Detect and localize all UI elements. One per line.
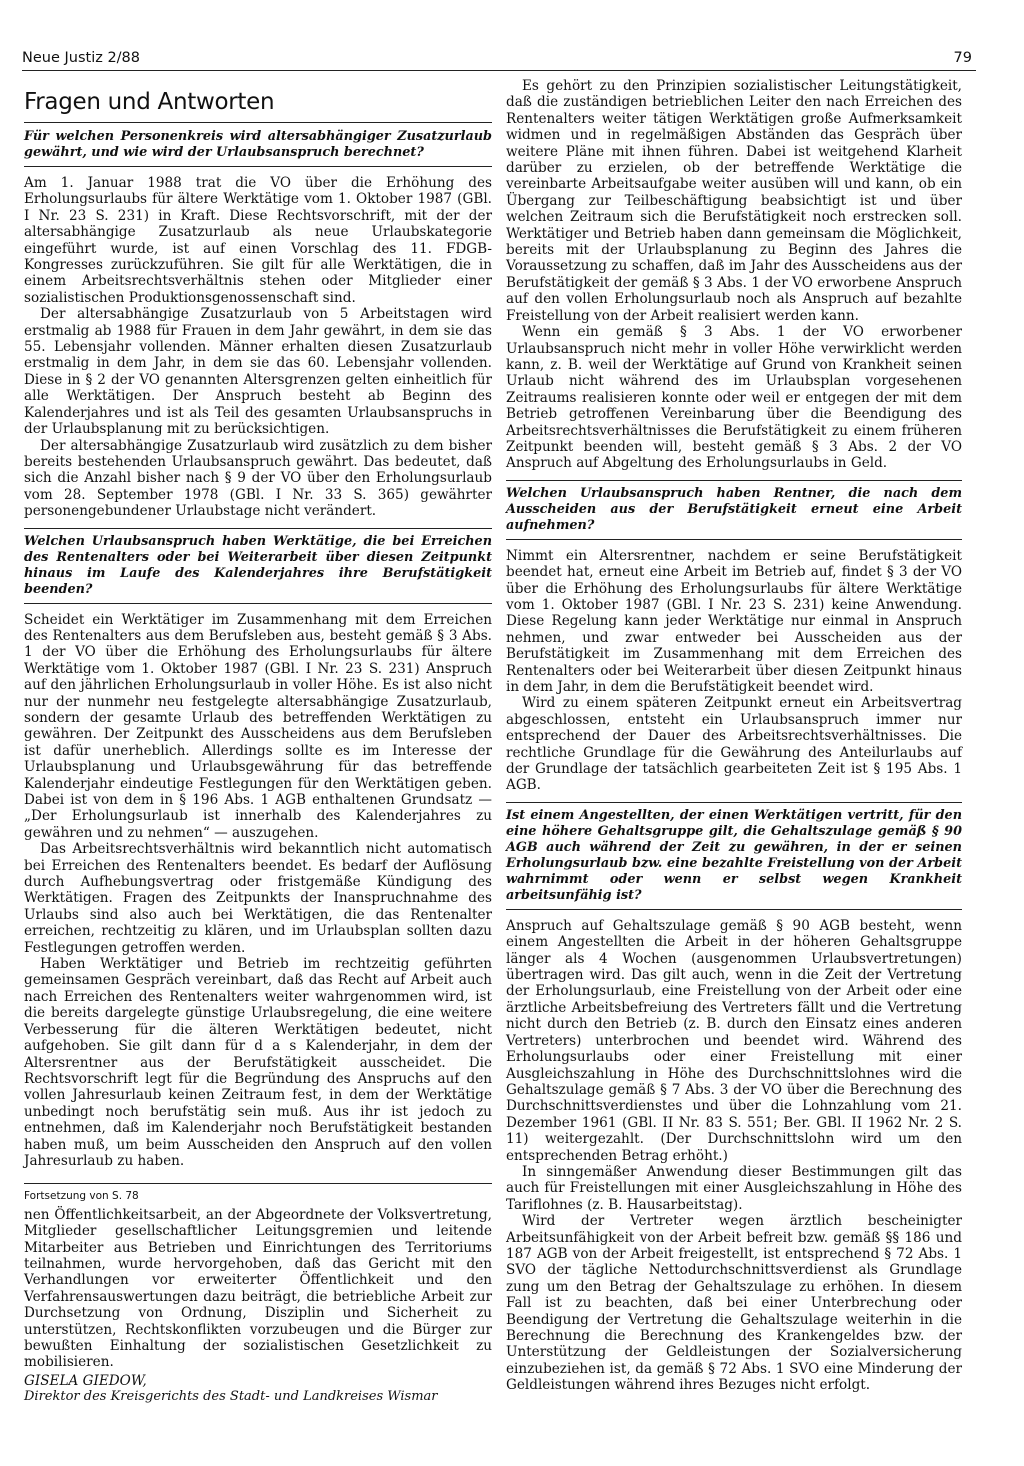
question-1: Für welchen Personenkreis wird altersabhängiger Zusatzurlaub gewährt, und wie wird der Urlaubsanspruch berechnet? (24, 129, 492, 167)
section-title: Fragen und Antworten (24, 88, 492, 123)
question-2: Welchen Urlaubsanspruch haben Werktätige, die bei Erreichen des Rentenalters oder bei Weiterarbeit über diesen Zeitpunkt hinaus im Laufe des Kalenderjahres ihre Berufstätigkeit beenden? (24, 528, 492, 604)
answer-2-paragraph: Haben Werktätiger und Betrieb im rechtzeitig geführten gemeinsamen Gespräch vereinbart, daß das Recht auf Arbeit auch nach Erreichen des Rentenalters weiter wahrgenommen wird, ist die bereits dargelegte günstige Urlaubsregelung, die eine weitere Verbesserung für die älteren Werktätigen bedeutet, nicht aufgehoben. Sie gilt dann für d a s Kalenderjahr, in dem der Altersrentner aus der Berufstätigkeit ausscheidet. Die Rechtsvorschrift legt für die Begründung des Anspruchs auf den vollen Jahresurlaub keinen Zeitraum fest, in dem der Werktätige unbedingt noch berufstätig sein muß. Aus ihr ist jedoch zu entnehmen, daß im Kalenderjahr noch Berufstätigkeit bestanden haben muß, um beim Ausscheiden den Anspruch auf den vollen Jahresurlaub zu haben. (24, 956, 492, 1169)
answer-2-continued-paragraph: Wenn ein gemäß § 3 Abs. 1 der VO erworbener Urlaubsanspruch nicht mehr in voller Höhe verwirklicht werden kann, z. B. weil der Werktätige auf Grund von Krankheit seinen Urlaub nicht während des im Urlaubsplan vorgesehenen Zeitraums realisieren konnte oder weil er entgegen der mit dem Betrieb getroffenen Vereinbarung über die Beendigung des Arbeitsrechtsverhältnisses die Berufstätigkeit zu einem früheren Zeitpunkt beenden will, besteht gemäß § 3 Abs. 2 der VO Anspruch auf Abgeltung des Erholungsurlaubs in Geld. (506, 324, 962, 472)
signature-role: Direktor des Kreisgerichts des Stadt- und Landkreises Wismar (24, 1389, 438, 1405)
answer-2-paragraph: Das Arbeitsrechtsverhältnis wird bekanntlich nicht automatisch bei Erreichen des Rentenalters beendet. Es bedarf der Auflösung durch Aufhebungsvertrag oder fristgemäße Kündigung des Werktätigen. Fragen des Zeitpunkts der Inanspruchnahme des Urlaubs sind also auch bei Werktätigen, die das Rentenalter erreichen, rechtzeitig zu klären, und im Urlaubsplan sollten dazu Festlegungen getroffen werden. (24, 841, 492, 956)
continuation-text: nen Öffentlichkeitsarbeit, an der Abgeordnete der Volksvertretung, Mitglieder gesellschaftlicher Leitungsgremien und leitende Mitarbeiter aus Betrieben und Einrichtungen des Territoriums teilnahmen, wurde hervorgehoben, daß das Gericht mit den Verhandlungen vor erweiterter Öffentlichkeit und den Verfahrensauswertungen dazu beiträgt, die betriebliche Arbeit zur Durchsetzung von Ordnung, Disziplin und Sicherheit zu unterstützen, Rechtskonflikten vorzubeugen und die Bürger zur bewußten Einhaltung der sozialistischen Gesetzlichkeit zu mobilisieren. (24, 1206, 492, 1371)
answer-4-paragraph: Wird der Vertreter wegen ärztlich bescheinigter Arbeitsunfähigkeit von der Arbeit befreit bzw. gemäß §§ 186 und 187 AGB von der Arbeit freigestellt, ist entsprechend § 72 Abs. 1 SVO der tägliche Nettodurchschnittsverdienst als Grundlage zung um den Betrag der Gehaltszulage zu erhöhen. In diesem Fall ist zu beachten, daß bei einer Unterbrechung oder Beendigung der Vertretung die Gehaltszulage weiterhin in die Berechnung die Berechnung des Krankengeldes bzw. der Unterstützung der Geldleistungen der Sozialversicherung einzubeziehen ist, da gemäß § 72 Abs. 1 SVO eine Minderung der Geldleistungen während ihres Bezuges nicht erfolgt. (506, 1213, 962, 1394)
continuation-label: Fortsetzung von S. 78 (24, 1183, 492, 1204)
question-4: Ist einem Angestellten, der einen Werktätigen vertritt, für den eine höhere Gehaltsgruppe gilt, die Gehaltszulage gemäß § 90 AGB auch während der Zeit zu gewähren, in der er seinen Erholungsurlaub bzw. eine bezahlte Freistellung von der Arbeit wahrnimmt oder wenn er selbst wegen Krankheit arbeitsunfähig ist? (506, 802, 962, 910)
answer-2-paragraph: Scheidet ein Werktätiger im Zusammenhang mit dem Erreichen des Rentenalters aus dem Berufsleben aus, besteht gemäß § 3 Abs. 1 der VO über die Erhöhung des Erholungsurlaubs für ältere Werktätige vom 1. Oktober 1987 (GBl. I Nr. 23 S. 231) Anspruch auf den jährlichen Erholungsurlaub in voller Höhe. Es ist also nicht nur der nunmehr neu festgelegte altersabhängige Zusatzurlaub, sondern der gesamte Urlaub des betreffenden Werktätigen zu gewähren. Der Zeitpunkt des Ausscheidens aus dem Berufsleben ist dafür unerheblich. Allerdings sollte es im Interesse der Urlaubsplanung und Urlaubsgewährung für das betreffende Kalenderjahr eindeutige Festlegungen für den Werktätigen geben. Dabei ist von dem in § 196 Abs. 1 AGB enthaltenen Grundsatz — „Der Erholungsurlaub ist innerhalb des Kalenderjahres zu gewähren und zu nehmen“ — auszugehen. (24, 611, 492, 841)
answer-4-paragraph: In sinngemäßer Anwendung dieser Bestimmungen gilt das auch für Freistellungen mit einer Ausgleichszahlung in Höhe des Tariflohnes (z. B. Hausarbeitstag). (506, 1163, 962, 1213)
answer-1-paragraph: Der altersabhängige Zusatzurlaub wird zusätzlich zu dem bisher bereits bestehenden Urlaubsanspruch gewährt. Das bedeutet, daß sich die Anzahl bisher nach § 9 der VO über den Erholungsurlaub vom 28. September 1978 (GBl. I Nr. 33 S. 365) gewährter personengebundener Urlaubstage nicht verändert. (24, 437, 492, 520)
page-number: 79 (953, 50, 972, 66)
answer-1-paragraph: Der altersabhängige Zusatzurlaub von 5 Arbeitstagen wird erstmalig ab 1988 für Frauen in dem Jahr gewährt, in dem sie das 55. Lebensjahr vollenden. Männer erhalten diesen Zusatzurlaub erstmalig in dem Jahr, in dem sie das 60. Lebensjahr vollenden. Diese in § 2 der VO genannten Altersgrenzen gelten einheitlich für alle Werktätigen. Der Anspruch besteht ab Beginn des Kalenderjahres und ist als Teil des gesamten Urlaubsanspruchs in der Urlaubsplanung mit zu berücksichtigen. (24, 306, 492, 438)
answer-2-continued-paragraph: Es gehört zu den Prinzipien sozialistischer Leitungstätigkeit, daß die zuständigen betrieblichen Leiter den nach Erreichen des Rentenalters weiter tätigen Werktätigen große Aufmerksamkeit widmen und in regelmäßigen Abständen das Gespräch über weitere Pläne mit ihnen führen. Dabei ist weitgehend Klarheit darüber zu erzielen, ob der betreffende Werktätige die vereinbarte Arbeitsaufgabe weiter ausüben will und kann, ob ein Übergang zur Teilbeschäftigung beabsichtigt ist und über welchen Zeitraum sich die Berufstätigkeit noch erstrecken soll. Werktätiger und Betrieb haben dann gemeinsam die Möglichkeit, bereits mit der Urlaubsplanung zu Beginn des Jahres die Voraussetzung zu schaffen, daß im Jahr des Ausscheidens aus der Berufstätigkeit der gemäß § 3 Abs. 1 der VO erworbene Anspruch auf den vollen Erholungsurlaub noch als Anspruch auf bezahlte Freistellung von der Arbeit realisiert werden kann. (506, 78, 962, 324)
answer-3-paragraph: Wird zu einem späteren Zeitpunkt erneut ein Arbeitsvertrag abgeschlossen, entsteht ein Urlaubsanspruch immer nur entsprechend der Dauer des Arbeitsrechtsverhältnisses. Die rechtliche Grundlage für die Gewährung des Anteilurlaubs auf der Grundlage der tatsächlich gearbeiteten Zeit ist § 195 Abs. 1 AGB. (506, 695, 962, 794)
right-column (506, 78, 962, 1394)
answer-3-paragraph: Nimmt ein Altersrentner, nachdem er seine Berufstätigkeit beendet hat, erneut eine Arbeit im Betrieb auf, findet § 3 der VO über die Erhöhung des Erholungsurlaubs für ältere Werktätige vom 1. Oktober 1987 (GBl. I Nr. 23 S. 231) keine Anwendung. Diese Regelung kann jeder Werktätige nur einmal in Anspruch nehmen, und zwar entweder bei Ausscheiden aus der Berufstätigkeit im Zusammenhang mit dem Erreichen des Rentenalters oder bei Weiterarbeit über diesen Zeitpunkt hinaus in dem Jahr, in dem die Berufstätigkeit beendet wird. (506, 547, 962, 695)
journal-issue: Neue Justiz 2/88 (22, 50, 141, 66)
question-3: Welchen Urlaubsanspruch haben Rentner, die nach dem Ausscheiden aus der Berufstätigkeit erneut eine Arbeit aufnehmen? (506, 480, 962, 540)
answer-4-paragraph: Anspruch auf Gehaltszulage gemäß § 90 AGB besteht, wenn einem Angestellten die Arbeit in der höheren Gehaltsgruppe länger als 4 Wochen (ausgenommen Urlaubsvertretungen) übertragen wird. Das gilt auch, wenn in die Zeit der Vertretung der Erholungsurlaub, eine Freistellung von der Arbeit oder eine ärztliche Arbeitsbefreiung des Vertreters fällt und die Vertretung nicht durch den Betrieb (z. B. durch den Einsatz eines anderen Vertreters) unterbrochen und beendet wird. Während des Erholungsurlaubs oder einer Freistellung mit einer Ausgleichszahlung in Höhe des Durchschnittslohnes wird die Gehaltszulage gemäß § 7 Abs. 3 der VO über die Berechnung des Durchschnittsverdienstes und über die Lohnzahlung vom 21. Dezember 1961 (GBl. II Nr. 83 S. 551; Ber. GBl. II 1962 Nr. 2 S. 11) weitergezahlt. (Der Durchschnittslohn wird um den entsprechenden Betrag erhöht.) (506, 917, 962, 1164)
answer-1-paragraph: Am 1. Januar 1988 trat die VO über die Erhöhung des Erholungsurlaubs für ältere Werktätige vom 1. Oktober 1987 (GBl. I Nr. 23 S. 231) in Kraft. Diese Rechtsvorschrift, mit der der altersabhängige Zusatzurlaub als neue Urlaubskategorie eingeführt wurde, ist auf einen Vorschlag des 11. FDGB-Kongresses zurückzuführen. Sie gilt für alle Werktätigen, die in einem Arbeitsrechtsverhältnis stehen oder Mitglieder einer sozialistischen Produktionsgenossenschaft sind. (24, 175, 492, 306)
page-header (22, 50, 976, 71)
left-column (24, 78, 492, 1406)
signature-name: GISELA GIEDOW, (24, 1372, 147, 1389)
